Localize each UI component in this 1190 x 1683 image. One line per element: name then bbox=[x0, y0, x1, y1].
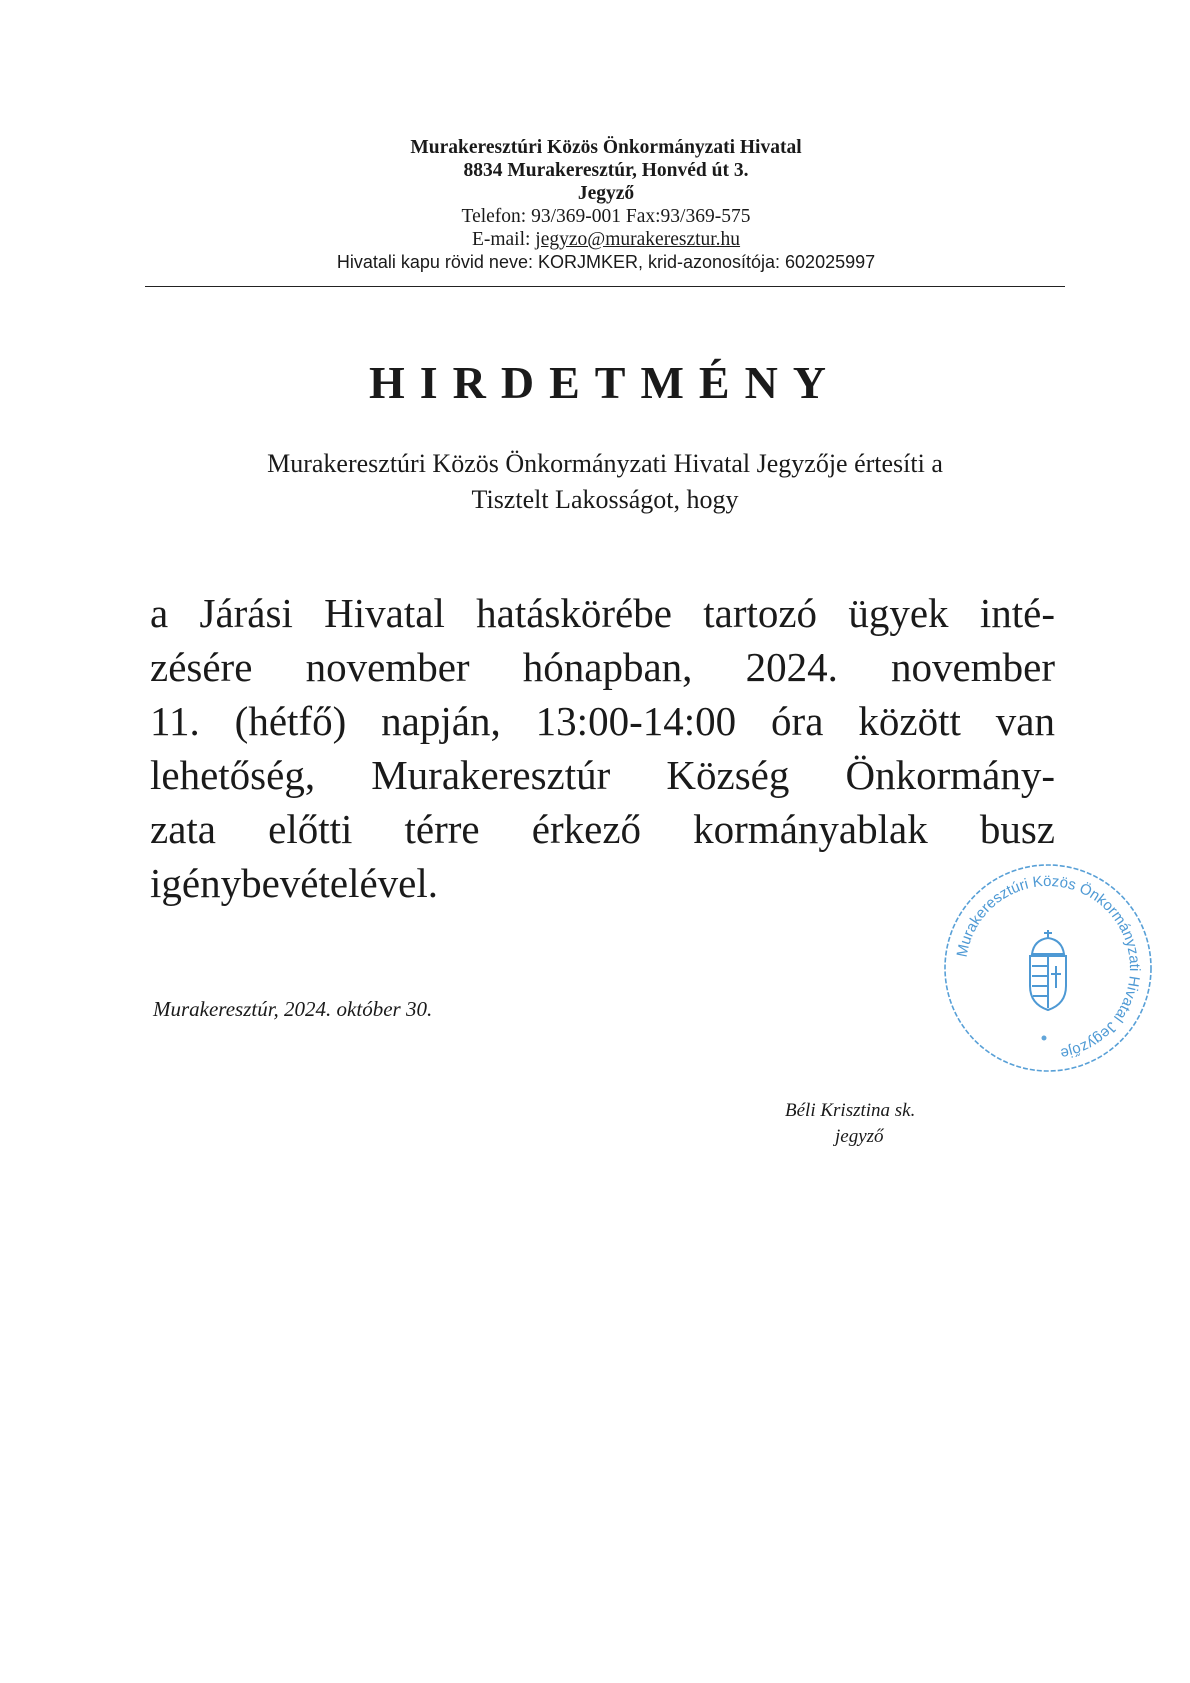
signer-role: jegyző bbox=[835, 1126, 884, 1147]
body-line-3: 11. (hétfő) napján, 13:00-14:00 óra között van bbox=[150, 698, 1055, 744]
notice-body bbox=[150, 586, 1055, 910]
body-line-5: zata előtti térre érkező kormányablak busz bbox=[150, 806, 1055, 852]
email-link[interactable]: jegyzo@murakeresztur.hu bbox=[535, 229, 741, 250]
notice-title: HIRDETMÉNY bbox=[368, 357, 842, 408]
hungarian-coat-of-arms-icon bbox=[1030, 930, 1066, 1010]
stamp-text: Murakeresztúri Közös Önkormányzati Hivatal Jegyzője bbox=[953, 872, 1144, 1063]
body-line-4: lehetőség, Murakeresztúr Község Önkormány- bbox=[150, 752, 1055, 798]
header-divider bbox=[145, 286, 1065, 287]
phone-fax: Telefon: 93/369-001 Fax:93/369-575 bbox=[461, 206, 751, 227]
email-label: E-mail: bbox=[471, 229, 536, 250]
letterhead bbox=[145, 136, 1067, 274]
signer-name: Béli Krisztina sk. bbox=[785, 1100, 916, 1121]
email-line bbox=[145, 228, 1067, 251]
intro-line-2: Tisztelt Lakosságot, hogy bbox=[471, 485, 739, 514]
place-date: Murakeresztúr, 2024. október 30. bbox=[153, 997, 433, 1021]
body-line-2: zésére november hónapban, 2024. november bbox=[150, 644, 1055, 690]
body-line-1: a Járási Hivatal hatáskörébe tartozó ügyek inté- bbox=[150, 590, 1055, 636]
org-name: Murakeresztúri Közös Önkormányzati Hivatal bbox=[410, 137, 802, 158]
org-address: 8834 Murakeresztúr, Honvéd út 3. bbox=[463, 160, 749, 181]
krid-line: Hivatali kapu rövid neve: KORJMKER, krid-azonosítója: 602025997 bbox=[336, 252, 876, 272]
body-line-6: igénybevételével. bbox=[150, 860, 439, 906]
intro-text bbox=[145, 446, 1065, 518]
org-role: Jegyző bbox=[577, 183, 635, 204]
intro-line-1: Murakeresztúri Közös Önkormányzati Hivatal Jegyzője értesíti a bbox=[267, 449, 943, 478]
signature-block bbox=[785, 1098, 945, 1150]
official-stamp bbox=[938, 858, 1158, 1078]
